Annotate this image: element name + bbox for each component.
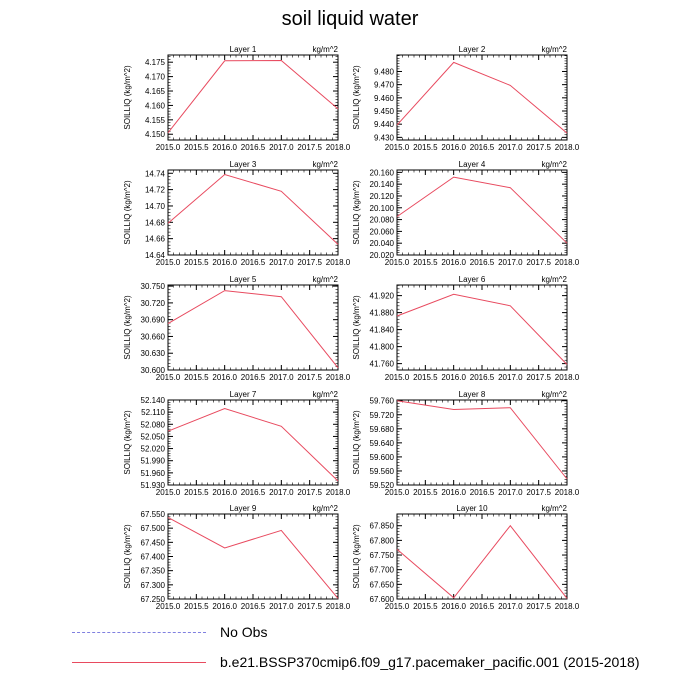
- panel-9-xtick-label: 2016.0: [212, 602, 237, 611]
- panel-2-series-line: [397, 62, 567, 133]
- panel-1-xtick-label: 2018.0: [325, 143, 351, 152]
- panel-2-xtick-label: 2016.5: [469, 143, 495, 152]
- panel-title-3: Layer 3: [229, 160, 257, 169]
- panel-ylabel-2: SOILLIQ (kg/m^2): [352, 65, 361, 130]
- panel-units-1: kg/m^2: [312, 45, 338, 54]
- panel-5-xtick-label: 2016.5: [240, 373, 266, 382]
- panel-1-xtick-label: 2015.5: [184, 143, 209, 152]
- panel-1-ytick-label: 4.165: [144, 87, 165, 97]
- panel-3-xtick-label: 2017.5: [297, 258, 322, 267]
- panel-1-ytick-label: 4.150: [144, 130, 165, 140]
- panel-frame-1: [168, 55, 338, 140]
- panel-5-ytick-label: 30.690: [140, 315, 165, 325]
- panel-title-10: Layer 10: [456, 504, 488, 513]
- panel-6-ytick-label: 41.760: [369, 359, 394, 369]
- panel-10-xtick-label: 2018.0: [554, 602, 580, 611]
- panel-4-series-line: [397, 177, 567, 243]
- panel-10-ytick-label: 67.650: [369, 580, 394, 590]
- panel-4-ytick-label: 20.040: [369, 239, 394, 249]
- panel-10-ytick-label: 67.700: [369, 565, 394, 575]
- panel-8-xtick-label: 2017.0: [498, 488, 523, 497]
- panel-6-xtick-label: 2017.0: [498, 373, 523, 382]
- panel-3-xtick-label: 2016.5: [240, 258, 266, 267]
- panel-1-xtick-label: 2016.5: [240, 143, 266, 152]
- panel-6-ytick-label: 41.920: [369, 291, 394, 301]
- panel-4-xtick-label: 2016.0: [441, 258, 466, 267]
- panel-9-xtick-label: 2015.5: [184, 602, 209, 611]
- panel-1-xtick-label: 2017.5: [297, 143, 322, 152]
- panel-7-ytick-label: 52.020: [140, 444, 165, 454]
- panel-title-8: Layer 8: [458, 390, 486, 399]
- panel-2-xtick-label: 2018.0: [554, 143, 580, 152]
- panel-units-5: kg/m^2: [312, 275, 338, 284]
- panel-9-xtick-label: 2016.5: [240, 602, 266, 611]
- panel-7-ytick-label: 51.960: [140, 468, 165, 478]
- panel-4-ytick-label: 20.020: [369, 251, 394, 260]
- panel-2-ytick-label: 9.470: [373, 80, 394, 90]
- legend-swatch-model: [72, 662, 206, 663]
- panel-2-ytick-label: 9.450: [373, 107, 394, 117]
- panel-6-xtick-label: 2015.0: [384, 373, 410, 382]
- panel-5-xtick-label: 2017.5: [297, 373, 322, 382]
- panel-title-4: Layer 4: [458, 160, 486, 169]
- panel-7-xtick-label: 2015.5: [184, 488, 209, 497]
- panel-1-ytick-label: 4.160: [144, 101, 165, 111]
- panel-1-xtick-label: 2016.0: [212, 143, 237, 152]
- panel-8-xtick-label: 2015.5: [413, 488, 438, 497]
- panel-3-ytick-label: 14.64: [144, 251, 165, 260]
- panel-4-xtick-label: 2017.0: [498, 258, 523, 267]
- panel-2-xtick-label: 2015.0: [384, 143, 410, 152]
- panel-4-ytick-label: 20.140: [369, 180, 394, 190]
- panel-title-9: Layer 9: [229, 504, 257, 513]
- panel-4-xtick-label: 2015.5: [413, 258, 438, 267]
- panel-8-xtick-label: 2016.0: [441, 488, 466, 497]
- panel-units-6: kg/m^2: [541, 275, 567, 284]
- panel-7-ytick-label: 51.930: [140, 481, 165, 490]
- panel-7-xtick-label: 2016.5: [240, 488, 266, 497]
- panel-2-ytick-label: 9.440: [373, 120, 394, 130]
- panel-6-ytick-label: 41.800: [369, 342, 394, 352]
- panel-4-xtick-label: 2018.0: [554, 258, 580, 267]
- panel-10-series-line: [397, 526, 567, 599]
- panel-2-xtick-label: 2016.0: [441, 143, 466, 152]
- panel-ylabel-6: SOILLIQ (kg/m^2): [352, 295, 361, 360]
- panel-7-xtick-label: 2017.5: [297, 488, 322, 497]
- panel-10-xtick-label: 2017.0: [498, 602, 523, 611]
- legend-swatch-obs: [72, 632, 206, 633]
- panel-4-xtick-label: 2015.0: [384, 258, 410, 267]
- panel-3-xtick-label: 2018.0: [325, 258, 351, 267]
- panel-8-xtick-label: 2017.5: [526, 488, 551, 497]
- chart-title: soil liquid water: [281, 8, 419, 30]
- panel-8-ytick-label: 59.600: [369, 452, 394, 462]
- panel-5-ytick-label: 30.720: [140, 298, 165, 308]
- panel-3-xtick-label: 2017.0: [269, 258, 294, 267]
- panel-4-ytick-label: 20.060: [369, 227, 394, 237]
- panel-9-ytick-label: 67.300: [140, 580, 165, 590]
- panel-4-ytick-label: 20.080: [369, 215, 394, 225]
- legend: [0, 620, 700, 700]
- panel-units-9: kg/m^2: [312, 504, 338, 513]
- panel-2-xtick-label: 2017.0: [498, 143, 523, 152]
- panel-units-4: kg/m^2: [541, 160, 567, 169]
- panel-6-xtick-label: 2018.0: [554, 373, 580, 382]
- panel-7-ytick-label: 52.050: [140, 432, 165, 442]
- panel-4-xtick-label: 2016.5: [469, 258, 495, 267]
- panel-4-ytick-label: 20.160: [369, 168, 394, 178]
- panel-frame-10: [397, 514, 567, 599]
- panel-7-series-line: [168, 409, 338, 482]
- panel-5-xtick-label: 2018.0: [325, 373, 351, 382]
- panel-7-xtick-label: 2017.0: [269, 488, 294, 497]
- panel-units-10: kg/m^2: [541, 504, 567, 513]
- panel-frame-6: [397, 285, 567, 370]
- panel-10-xtick-label: 2016.5: [469, 602, 495, 611]
- panel-6-xtick-label: 2015.5: [413, 373, 438, 382]
- panel-title-1: Layer 1: [229, 45, 257, 54]
- panel-ylabel-7: SOILLIQ (kg/m^2): [123, 410, 132, 475]
- panel-2-xtick-label: 2015.5: [413, 143, 438, 152]
- panel-7-ytick-label: 51.990: [140, 456, 165, 466]
- panel-7-xtick-label: 2018.0: [325, 488, 351, 497]
- panel-9-ytick-label: 67.550: [140, 510, 165, 519]
- panel-8-xtick-label: 2018.0: [554, 488, 580, 497]
- panel-ylabel-9: SOILLIQ (kg/m^2): [123, 524, 132, 589]
- panel-3-xtick-label: 2015.5: [184, 258, 209, 267]
- panel-5-ytick-label: 30.600: [140, 366, 165, 375]
- panel-3-xtick-label: 2016.0: [212, 258, 237, 267]
- panel-9-series-line: [168, 517, 338, 598]
- legend-label-obs: No Obs: [220, 624, 268, 640]
- panel-6-xtick-label: 2016.0: [441, 373, 466, 382]
- panel-8-ytick-label: 59.760: [369, 396, 394, 406]
- panel-frame-5: [168, 285, 338, 370]
- panel-ylabel-1: SOILLIQ (kg/m^2): [123, 65, 132, 130]
- panel-10-xtick-label: 2017.5: [526, 602, 551, 611]
- panel-3-ytick-label: 14.74: [144, 169, 165, 179]
- panel-frame-9: [168, 514, 338, 599]
- panel-units-7: kg/m^2: [312, 390, 338, 399]
- panel-2-ytick-label: 9.480: [373, 67, 394, 77]
- panel-frame-7: [168, 400, 338, 485]
- panel-5-series-line: [168, 291, 338, 368]
- panel-9-ytick-label: 67.250: [140, 595, 165, 604]
- panel-1-ytick-label: 4.170: [144, 72, 165, 82]
- panel-4-xtick-label: 2017.5: [526, 258, 551, 267]
- panel-5-xtick-label: 2016.0: [212, 373, 237, 382]
- panel-8-xtick-label: 2016.5: [469, 488, 495, 497]
- panel-7-xtick-label: 2015.0: [155, 488, 181, 497]
- panel-8-ytick-label: 59.640: [369, 438, 394, 448]
- panel-9-xtick-label: 2018.0: [325, 602, 351, 611]
- panel-frame-8: [397, 400, 567, 485]
- panel-6-ytick-label: 41.880: [369, 308, 394, 318]
- panel-6-xtick-label: 2016.5: [469, 373, 495, 382]
- panel-6-series-line: [397, 294, 567, 364]
- panel-6-xtick-label: 2017.5: [526, 373, 551, 382]
- panel-3-ytick-label: 14.68: [144, 218, 165, 228]
- panel-5-xtick-label: 2015.5: [184, 373, 209, 382]
- panel-6-ytick-label: 41.840: [369, 325, 394, 335]
- panel-ylabel-8: SOILLIQ (kg/m^2): [352, 410, 361, 475]
- panel-5-xtick-label: 2017.0: [269, 373, 294, 382]
- panel-ylabel-3: SOILLIQ (kg/m^2): [123, 180, 132, 245]
- panel-ylabel-5: SOILLIQ (kg/m^2): [123, 295, 132, 360]
- panel-9-ytick-label: 67.350: [140, 566, 165, 576]
- panel-9-xtick-label: 2015.0: [155, 602, 181, 611]
- panel-3-series-line: [168, 175, 338, 245]
- panel-8-ytick-label: 59.520: [369, 481, 394, 490]
- panel-8-series-line: [397, 401, 567, 479]
- panel-title-7: Layer 7: [229, 390, 257, 399]
- panel-7-ytick-label: 52.140: [140, 396, 165, 405]
- panel-2-ytick-label: 9.460: [373, 93, 394, 103]
- panel-7-xtick-label: 2016.0: [212, 488, 237, 497]
- panel-4-ytick-label: 20.120: [369, 191, 394, 201]
- panel-9-ytick-label: 67.450: [140, 538, 165, 548]
- panel-10-xtick-label: 2015.5: [413, 602, 438, 611]
- panel-4-ytick-label: 20.100: [369, 203, 394, 213]
- panel-10-ytick-label: 67.750: [369, 551, 394, 561]
- panel-ylabel-4: SOILLIQ (kg/m^2): [352, 180, 361, 245]
- panel-5-ytick-label: 30.750: [140, 282, 165, 292]
- panel-7-ytick-label: 52.110: [141, 408, 165, 418]
- panel-title-6: Layer 6: [458, 275, 486, 284]
- panel-10-ytick-label: 67.800: [369, 536, 394, 546]
- panel-2-xtick-label: 2017.5: [526, 143, 551, 152]
- panel-units-2: kg/m^2: [541, 45, 567, 54]
- panel-1-ytick-label: 4.155: [144, 115, 165, 125]
- panel-10-ytick-label: 67.850: [369, 521, 394, 531]
- panel-7-ytick-label: 52.080: [140, 420, 165, 430]
- panel-units-8: kg/m^2: [541, 390, 567, 399]
- legend-item-model: [72, 652, 640, 672]
- panel-5-ytick-label: 30.660: [140, 332, 165, 342]
- panel-ylabel-10: SOILLIQ (kg/m^2): [352, 524, 361, 589]
- panel-9-ytick-label: 67.500: [140, 524, 165, 534]
- panel-title-2: Layer 2: [458, 45, 486, 54]
- panel-5-ytick-label: 30.630: [140, 349, 165, 359]
- panel-1-series-line: [168, 61, 338, 133]
- panel-3-ytick-label: 14.72: [144, 185, 165, 195]
- panel-title-5: Layer 5: [229, 275, 257, 284]
- panel-2-ytick-label: 9.430: [373, 133, 394, 143]
- panel-8-ytick-label: 59.720: [369, 410, 394, 420]
- panel-9-xtick-label: 2017.5: [297, 602, 322, 611]
- panel-3-ytick-label: 14.70: [144, 201, 165, 211]
- panel-5-xtick-label: 2015.0: [155, 373, 181, 382]
- panel-1-xtick-label: 2017.0: [269, 143, 294, 152]
- legend-label-model: b.e21.BSSP370cmip6.f09_g17.pacemaker_pacific.001 (2015-2018): [220, 654, 640, 670]
- panel-3-ytick-label: 14.66: [144, 234, 165, 244]
- panel-9-ytick-label: 67.400: [140, 552, 165, 562]
- panel-10-ytick-label: 67.600: [369, 595, 394, 604]
- panel-units-3: kg/m^2: [312, 160, 338, 169]
- legend-item-obs: [72, 622, 267, 642]
- panel-3-xtick-label: 2015.0: [155, 258, 181, 267]
- panel-10-xtick-label: 2016.0: [441, 602, 466, 611]
- panel-1-xtick-label: 2015.0: [155, 143, 181, 152]
- panel-8-xtick-label: 2015.0: [384, 488, 410, 497]
- panel-8-ytick-label: 59.560: [369, 466, 394, 476]
- panel-10-xtick-label: 2015.0: [384, 602, 410, 611]
- panel-9-xtick-label: 2017.0: [269, 602, 294, 611]
- panel-8-ytick-label: 59.680: [369, 424, 394, 434]
- panel-1-ytick-label: 4.175: [144, 58, 165, 68]
